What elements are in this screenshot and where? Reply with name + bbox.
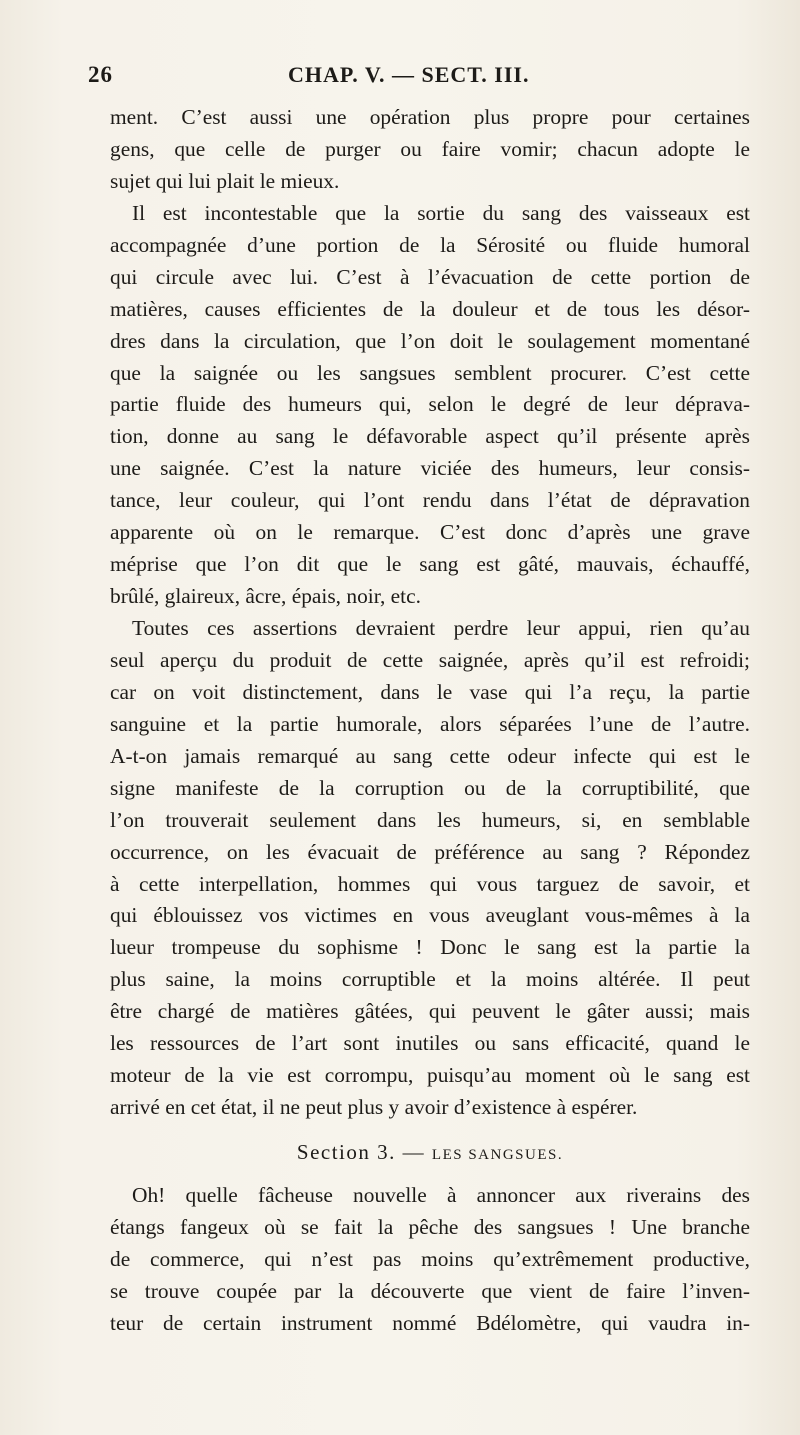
text-line: arrivé en cet état, il ne peut plus y avoir d’existence à espérer. <box>110 1095 638 1120</box>
text-line: Oh! quelle fâcheuse nouvelle à annoncer aux riverains des <box>132 1183 750 1207</box>
text-line: signe manifeste de la corruption ou de la corruptibilité, que <box>110 775 750 800</box>
page-number: 26 <box>88 62 113 87</box>
section-label: Section 3. <box>296 1140 396 1164</box>
text-line: Toutes ces assertions devraient perdre leur appui, rien qu’au <box>132 616 750 640</box>
text-line: qui circule avec lui. C’est à l’évacuation de cette portion de <box>110 264 750 289</box>
text-line: partie fluide des humeurs qui, selon le degré de leur déprava- <box>110 392 750 417</box>
text-line: sanguine et la partie humorale, alors séparées l’une de l’autre. <box>110 711 750 736</box>
text-line: l’on trouverait seulement dans les humeurs, si, en semblable <box>110 807 750 832</box>
text-line: car on voit distinctement, dans le vase qui l’a reçu, la partie <box>110 679 750 704</box>
text-line: lueur trompeuse du sophisme ! Donc le sang est la partie la <box>110 935 750 960</box>
text-line: étangs fangeux où se fait la pêche des sangsues ! Une branche <box>110 1214 750 1239</box>
text-line: Il est incontestable que la sortie du sang des vaisseaux est <box>132 200 750 225</box>
text-line: teur de certain instrument nommé Bdélomètre, qui vaudra in- <box>110 1310 750 1335</box>
text-line: brûlé, glaireux, âcre, épais, noir, etc. <box>110 584 421 609</box>
text-line: être chargé de matières gâtées, qui peuvent le gâter aussi; mais <box>110 999 750 1024</box>
text-line: de commerce, qui n’est pas moins qu’extrêmement productive, <box>110 1246 750 1271</box>
text-line: apparente où on le remarque. C’est donc d’après une grave <box>110 520 750 545</box>
text-line: moteur de la vie est corrompu, puisqu’au moment où le sang est <box>110 1063 750 1088</box>
text-line: occurrence, on les évacuait de préférence au sang ? Répondez <box>110 839 750 864</box>
running-head: CHAP. V. — SECT. III. <box>288 62 530 87</box>
text-line: que la saignée ou les sangsues semblent procurer. C’est cette <box>110 360 750 385</box>
body-text <box>110 102 750 1340</box>
text-line: méprise que l’on dit que le sang est gâté, mauvais, échauffé, <box>110 552 750 577</box>
text-line: qui éblouissez vos victimes en vous aveuglant vous-mêmes à la <box>110 903 750 928</box>
text-line: gens, que celle de purger ou faire vomir; chacun adopte le <box>110 136 750 161</box>
text-line: tion, donne au sang le défavorable aspect qu’il présente après <box>110 424 750 449</box>
text-line: A-t-on jamais remarqué au sang cette odeur infecte qui est le <box>110 743 750 768</box>
text-line: les ressources de l’art sont inutiles ou sans efficacité, quand le <box>110 1031 750 1056</box>
text-line: matières, causes efficientes de la douleur et de tous les désor- <box>110 296 750 321</box>
text-line: se trouve coupée par la découverte que vient de faire l’inven- <box>110 1278 750 1303</box>
section-dash: — <box>402 1140 426 1164</box>
page-header <box>88 62 748 92</box>
text-line: dres dans la circulation, que l’on doit le soulagement momentané <box>110 328 750 353</box>
section-heading <box>110 1136 750 1168</box>
text-line: seul aperçu du produit de cette saignée, après qu’il est refroidi; <box>110 647 750 672</box>
text-line: ment. C’est aussi une opération plus propre pour certaines <box>110 105 750 129</box>
text-line: plus saine, la moins corruptible et la moins altérée. Il peut <box>110 967 750 992</box>
text-line: tance, leur couleur, qui l’ont rendu dans l’état de dépravation <box>110 488 750 513</box>
section-title: LES SANGSUES. <box>431 1147 564 1163</box>
text-line: une saignée. C’est la nature viciée des humeurs, leur consis- <box>110 456 750 481</box>
text-line: à cette interpellation, hommes qui vous targuez de savoir, et <box>110 871 750 896</box>
text-line: accompagnée d’une portion de la Sérosité ou fluide humoral <box>110 232 750 257</box>
text-line: sujet qui lui plait le mieux. <box>110 168 340 193</box>
